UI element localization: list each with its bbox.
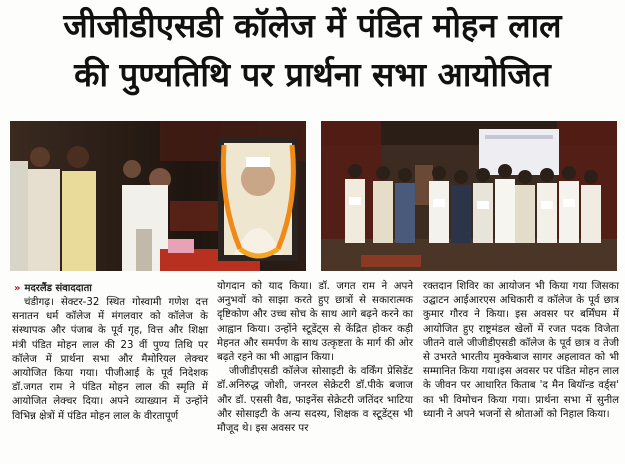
column-2-paragraph-2: जीजीडीएसडी कॉलेज सोसाइटी के वर्किंग प्रेसिडेंट डॉ.अनिरुद्ध जोशी, जनरल सेक्रेटरी डॉ.पीके बजाज और डॉ. एससी वैद्य, फाइनेंस सेक्रेटरी जतिंदर भाटिया और सोसाइटी के अन्य सदस्य, शिक्षक व स्टूडेंट्स भी मौजूद थे। इस अवसर पर	[217, 366, 413, 435]
headline-line-2: की पुण्यतिथि पर प्रार्थना सभा आयोजित	[74, 55, 551, 94]
photo-book-launch-group	[321, 121, 617, 271]
column-1-text: चंडीगढ़। सेक्टर-32 स्थित गोस्वामी गणेश दत्त सनातन धर्म कॉलेज में मंगलवार को कॉलेज के संस्थापक और पंजाब के पूर्व गृह, वित्त और शिक्षा मंत्री पंडित मोहन लाल की 23 वीं पुण्य तिथि पर कॉलेज में प्रार्थना सभा और मैमोरियल लेक्चर आयोजित किया गया। पीजीआई के पूर्व निदेशक डॉ.जगत राम ने पंडित मोहन लाल की स्मृति में आयोजित लेक्चर दिया। अपने व्याख्यान में उन्होंने विभिन्न क्षेत्रों में पंडित मोहन लाल के वीरतापूर्ण	[12, 297, 208, 422]
article-column-1	[12, 296, 208, 424]
article-column-2	[217, 280, 413, 436]
photo-tribute-illustration	[10, 121, 306, 271]
headline-line-1: जीजीडीएसडी कॉलेज में पंडित मोहन लाल	[63, 6, 562, 45]
column-3-text: रक्तदान शिविर का आयोजन भी किया गया जिसका उद्घाटन आईआरएस अधिकारी व कॉलेज के पूर्व छात्र कुमार गौरव ने किया। इस अवसर पर बर्मिंघम में आयोजित हुए राष्ट्रमंडल खेलों में रजत पदक विजेता जीतने वाले जीजीडीएसडी कॉलेज के पूर्व छात्र व तेजी से उभरते भारतीय मुक्केबाज सागर अहलावत को भी सम्मानित किया गया।इस अवसर पर पंडित मोहन लाल के जीवन पर आधारित किताब 'द मैन बियॉन्ड वर्ड्स' का भी विमोचन किया गया। प्रार्थना सभा में सुनील ध्यानी ने अपने भजनों से श्रोताओं को निहाल किया।	[423, 281, 619, 420]
photo-tribute-portrait	[10, 121, 306, 271]
headline	[0, 2, 625, 100]
byline-marker-icon: »	[14, 283, 21, 294]
byline	[14, 280, 92, 294]
article-column-3	[423, 280, 619, 422]
column-2-paragraph-1: योगदान को याद किया। डॉ. जगत राम ने अपने अनुभवों को साझा करते हुए छात्रों से सकारात्मक दृष्टिकोण और उच्च सोच के साथ आगे बढ़ने करने का आह्वान किया। उन्होंने स्टूडेंट्स से केंद्रित होकर कड़ी मेहनत और समर्पण के साथ उत्कृष्टता के मार्ग की ओर बढ़ते रहने का भी आह्वान किया।	[217, 281, 413, 364]
photo-group-illustration	[321, 121, 617, 271]
byline-text: मदरलैंड संवाददाता	[24, 283, 92, 294]
